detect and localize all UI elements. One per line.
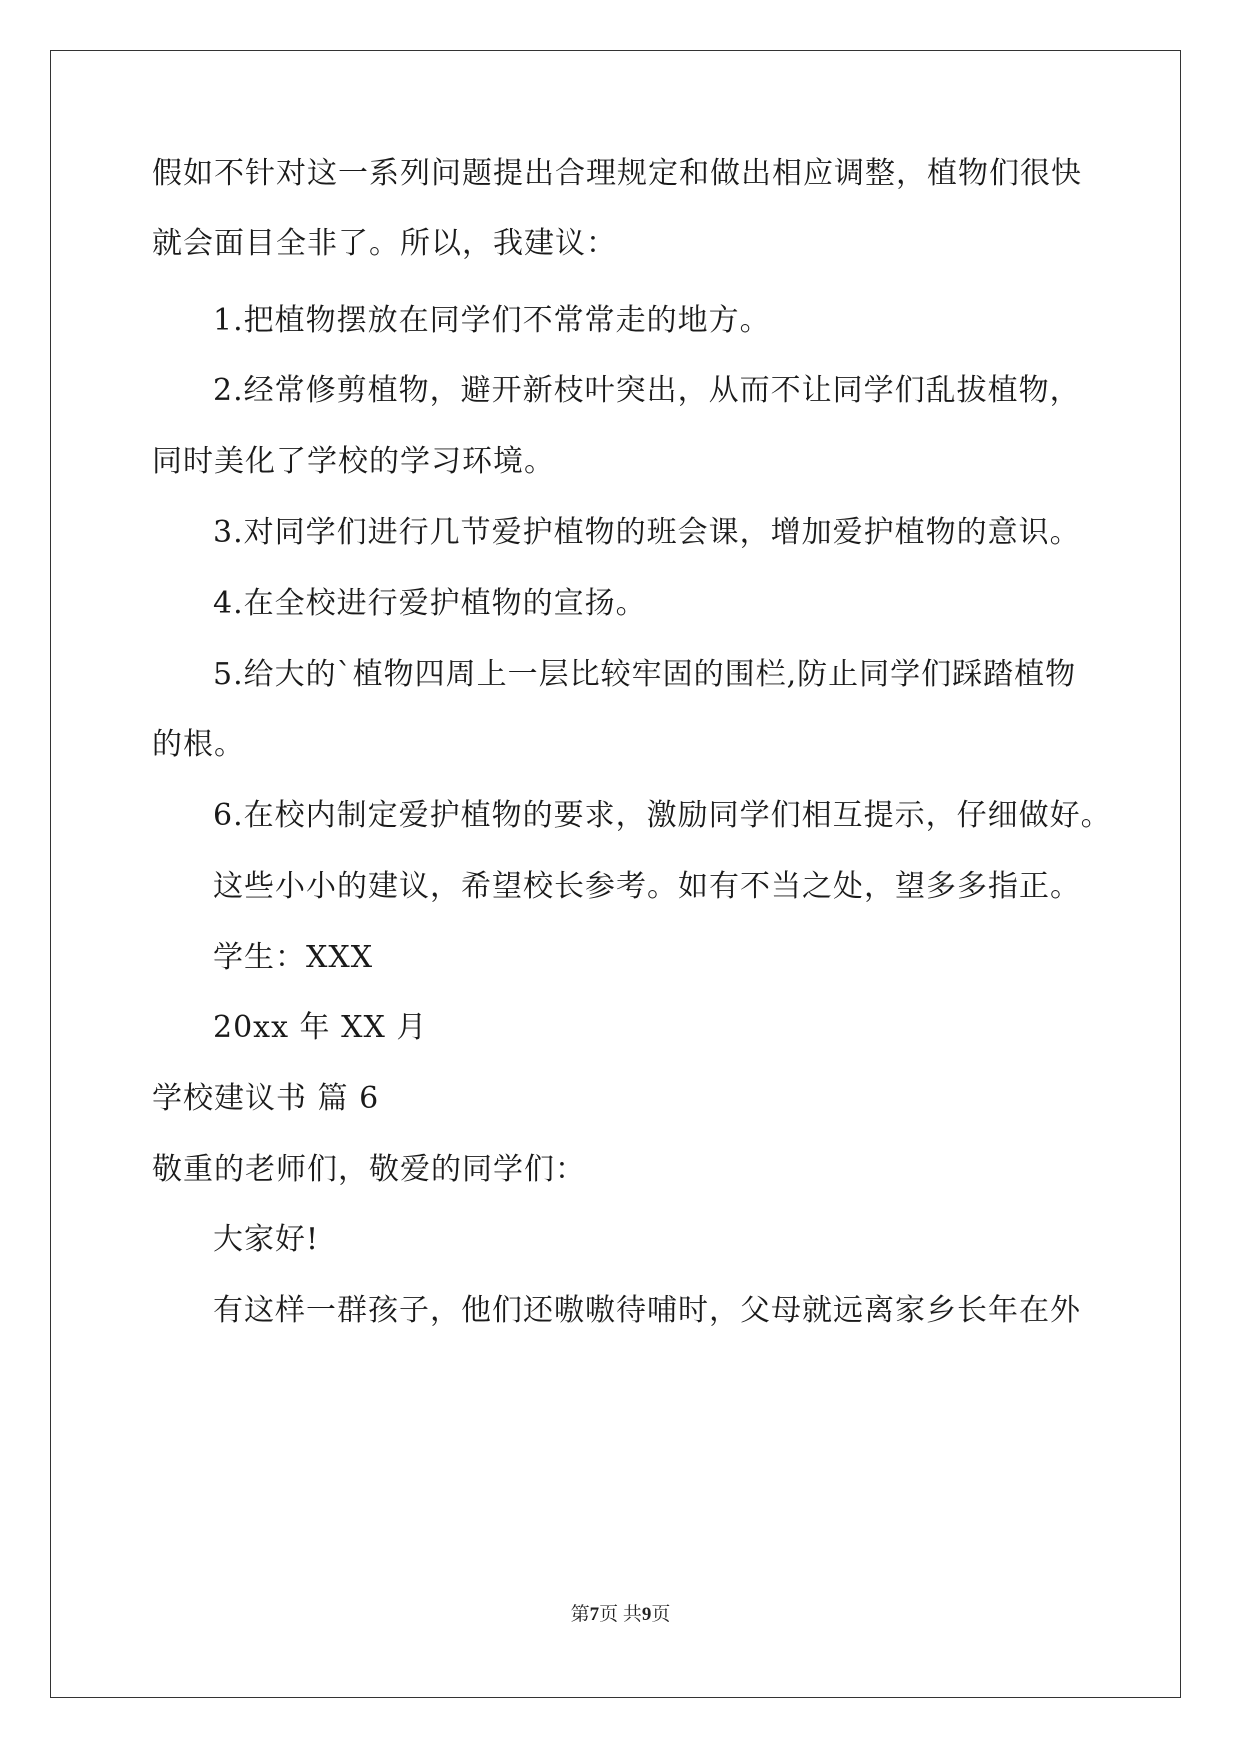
current-page-number: 7: [589, 1604, 600, 1625]
paragraph-line-2: 就会面目全非了。所以，我建议：: [152, 226, 617, 261]
list-item-1: 1.把植物摆放在同学们不常常走的地方。: [213, 303, 771, 338]
list-item-2-continued: 同时美化了学校的学习环境。: [152, 444, 555, 479]
footer-prefix: 第: [570, 1604, 590, 1625]
page-footer: [0, 1603, 1241, 1627]
list-item-2: 2.经常修剪植物，避开新枝叶突出，从而不让同学们乱拔植物，: [213, 373, 1081, 408]
signature-date: 20xx 年 XX 月: [213, 1010, 428, 1045]
body-paragraph: 有这样一群孩子，他们还嗷嗷待哺时，父母就远离家乡长年在外: [213, 1293, 1081, 1328]
list-item-3: 3.对同学们进行几节爱护植物的班会课，增加爱护植物的意识。: [213, 515, 1081, 550]
footer-suffix: 页: [651, 1604, 671, 1625]
list-item-6: 6.在校内制定爱护植物的要求，激励同学们相互提示，仔细做好。: [213, 798, 1112, 833]
list-item-4: 4.在全校进行爱护植物的宣扬。: [213, 586, 647, 621]
total-pages-number: 9: [641, 1604, 652, 1625]
footer-mid: 页 共: [599, 1604, 642, 1625]
list-item-5-continued: 的根。: [152, 727, 245, 762]
closing-paragraph: 这些小小的建议，希望校长参考。如有不当之处，望多多指正。: [213, 869, 1081, 904]
list-item-5: 5.给大的`植物四周上一层比较牢固的围栏,防止同学们踩踏植物: [213, 657, 1077, 692]
signature-student: 学生：XXX: [213, 940, 374, 975]
salutation: 敬重的老师们，敬爱的同学们：: [152, 1152, 586, 1187]
greeting: 大家好!: [213, 1222, 320, 1257]
section-heading: 学校建议书 篇 6: [152, 1081, 380, 1116]
paragraph-line-1: 假如不针对这一系列问题提出合理规定和做出相应调整，植物们很快: [152, 156, 1082, 191]
